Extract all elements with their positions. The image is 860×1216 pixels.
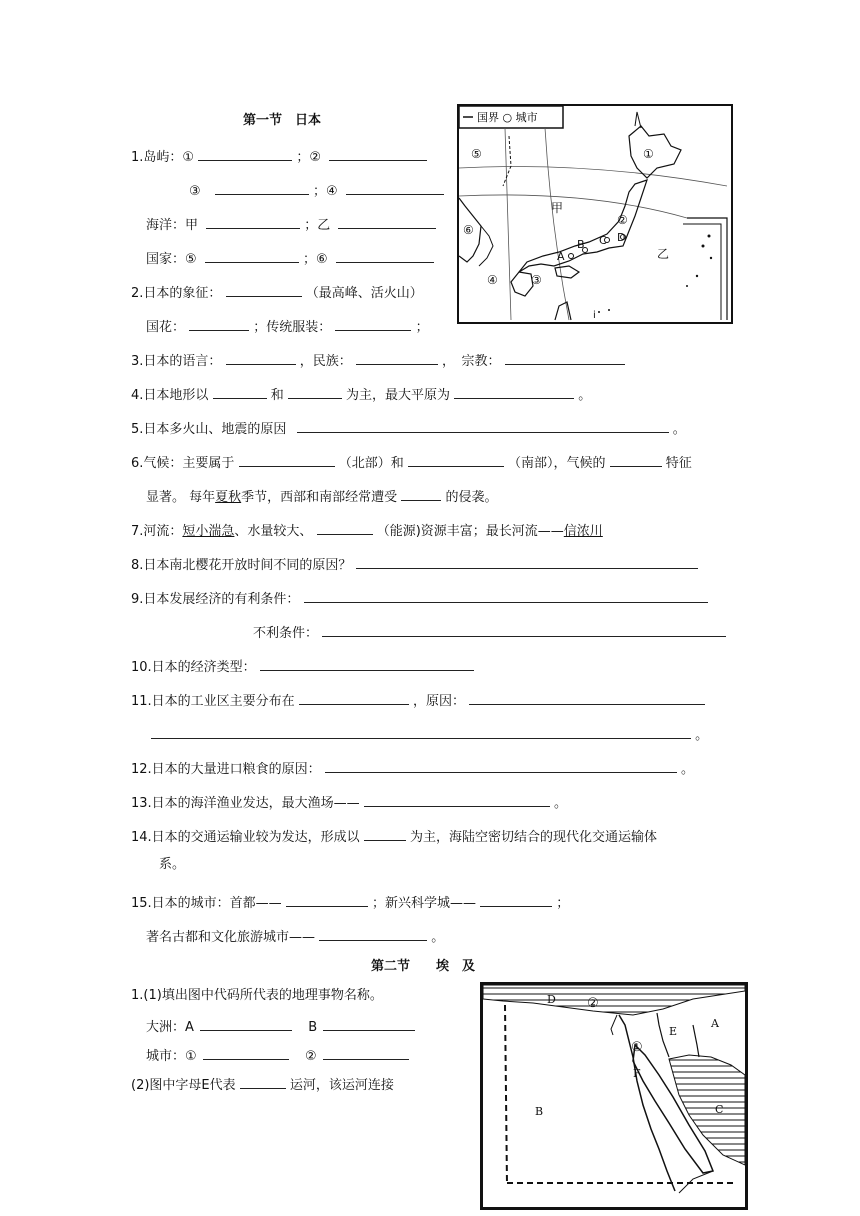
blank-city-1[interactable] (203, 1046, 289, 1060)
q4-d: 。 (578, 388, 592, 403)
q15-cities (131, 893, 569, 912)
q4-terrain (131, 385, 591, 404)
q1-sep2: ；② (296, 150, 321, 165)
egypt-map-drawing (483, 985, 745, 1207)
q5-a: 5.日本多火山、地震的原因 (131, 422, 287, 437)
blank-terrain-2[interactable] (288, 385, 342, 399)
map2-label-C: C (715, 1103, 724, 1116)
q15-c: ； (556, 896, 570, 911)
q6-l2a: 显著。 每年 (146, 490, 216, 505)
q7-feature: 短小湍急 (182, 524, 235, 539)
q5-volcano (131, 419, 686, 438)
blank-language[interactable] (226, 351, 296, 365)
q9-b: 不利条件： (253, 626, 319, 641)
map1-label-3: ③ (531, 273, 542, 287)
q6-c: （南部），气候的 (507, 456, 606, 471)
q6-d: 特征 (665, 456, 692, 471)
blank-industry-reason-cont[interactable] (151, 725, 691, 739)
s2-city-b: ② (304, 1049, 317, 1064)
q2-symbol (131, 283, 423, 302)
q15-d: 著名古都和文化旅游城市—— (146, 930, 316, 945)
s2-continents (146, 1017, 415, 1036)
map2-label-F: F (633, 1067, 641, 1080)
q1-country-label: 国家：⑤ (146, 252, 197, 267)
q6-l2c: 季节，西部和南部经常遭受 (241, 490, 398, 505)
q2-flower (146, 317, 429, 336)
q4-a: 4.日本地形以 (131, 388, 209, 403)
blank-transport[interactable] (364, 827, 406, 841)
egypt-map (480, 982, 748, 1210)
s2-q1: 1.(1)填出图中代码所代表的地理事物名称。 (131, 988, 383, 1003)
q3-language (131, 351, 625, 370)
q14-transport (131, 827, 657, 846)
map1-label-6: ⑥ (463, 223, 474, 237)
q14-b: 为主，海陆空密切结合的现代化交通运输体 (409, 830, 657, 845)
q11-industry (131, 691, 705, 710)
q7-rivers (131, 521, 603, 540)
q2-b: （最高峰、活火山） (305, 286, 423, 301)
blank-ancient-city[interactable] (319, 927, 427, 941)
q10-text: 10.日本的经济类型： (131, 660, 256, 675)
q7-c: 、水量较大、 (234, 524, 313, 539)
blank-unfavorable[interactable] (322, 623, 726, 637)
q5-d: 。 (672, 422, 686, 437)
q11-line2 (151, 725, 708, 744)
q11-d: 。 (695, 728, 709, 743)
q4-c: 为主，最大平原为 (345, 388, 450, 403)
section-title-japan: 第一节 日本 (243, 113, 322, 128)
q13-d: 。 (553, 796, 567, 811)
blank-economy-type[interactable] (260, 657, 474, 671)
q2-costume-label: ；传统服装： (253, 320, 332, 335)
blank-plain[interactable] (454, 385, 574, 399)
map1-label-B: B (577, 238, 585, 251)
map2-label-B: B (535, 1105, 544, 1118)
map1-label-2: ② (617, 213, 628, 227)
blank-symbol[interactable] (226, 283, 302, 297)
q2-flower-label: 国花： (146, 320, 186, 335)
q6-climate-line1 (131, 453, 692, 472)
q12-a: 12.日本的大量进口粮食的原因： (131, 762, 321, 777)
q8-sakura (131, 555, 698, 574)
blank-volcano-reason[interactable] (297, 419, 669, 433)
blank-ethnicity[interactable] (356, 351, 438, 365)
q6-b: （北部）和 (338, 456, 404, 471)
blank-disaster[interactable] (401, 487, 441, 501)
q1-countries (146, 249, 434, 268)
q7-a: 7.河流： (131, 524, 183, 539)
map1-label-1: ① (643, 147, 654, 161)
blank-industry-reason[interactable] (469, 691, 705, 705)
map1-label-D: D (617, 231, 626, 244)
blank-science-city[interactable] (480, 893, 552, 907)
q6-a: 6.气候：主要属于 (131, 456, 235, 471)
map1-label-4: ④ (487, 273, 498, 287)
s2-q2-b: 运河，该运河连接 (289, 1078, 394, 1093)
section-title-egypt: 第二节 埃 及 (371, 959, 476, 974)
japan-map-drawing (459, 106, 731, 322)
blank-ocean-jia[interactable] (206, 215, 300, 229)
map2-label-E: E (669, 1025, 678, 1038)
blank-island-4[interactable] (346, 181, 444, 195)
q12-food (131, 759, 694, 778)
q15-e: 。 (431, 930, 445, 945)
blank-canal[interactable] (240, 1075, 286, 1089)
q1-sep6: ；⑥ (302, 252, 328, 267)
blank-ocean-yi[interactable] (338, 215, 436, 229)
blank-terrain-1[interactable] (213, 385, 267, 399)
q7-longest-river: 信浓川 (563, 524, 603, 539)
q15-b: ；新兴科学城—— (371, 896, 476, 911)
s2-q2 (131, 1075, 394, 1094)
s2-continent-b: B (308, 1020, 318, 1035)
blank-climate-north[interactable] (239, 453, 335, 467)
q2-end: ； (415, 320, 429, 335)
q13-a: 13.日本的海洋渔业发达，最大渔场—— (131, 796, 360, 811)
q8-text: 8.日本南北樱花开放时间不同的原因？ (131, 558, 352, 573)
q1-ocean-label: 海洋：甲 (146, 218, 199, 233)
blank-continent-B[interactable] (323, 1017, 415, 1031)
blank-capital[interactable] (286, 893, 368, 907)
blank-city-2[interactable] (323, 1046, 409, 1060)
blank-favorable[interactable] (304, 589, 708, 603)
map1-label-A: A (557, 250, 565, 263)
q6-l2d: 的侵袭。 (445, 490, 498, 505)
map2-label-1: ① (631, 1040, 643, 1055)
q1-sep4: ；④ (312, 184, 338, 199)
blank-island-1[interactable] (198, 147, 292, 161)
q4-b: 和 (270, 388, 284, 403)
q3-a: 3.日本的语言： (131, 354, 222, 369)
q11-a: 11.日本的工业区主要分布在 (131, 694, 295, 709)
blank-climate-south[interactable] (408, 453, 504, 467)
map1-label-yi: 乙 (657, 247, 670, 261)
q9-favorable (131, 589, 708, 608)
blank-fishery[interactable] (364, 793, 550, 807)
map2-label-2: ② (587, 996, 599, 1011)
q10-economy (131, 657, 474, 676)
blank-island-3[interactable] (215, 181, 309, 195)
map1-label-jia: 甲 (551, 201, 564, 215)
map1-legend: 国界 ○ 城市 (477, 111, 538, 124)
map1-label-C: C (599, 234, 607, 247)
s2-q2-a: (2)图中字母E代表 (131, 1078, 236, 1093)
q6-climate-line2 (146, 487, 497, 506)
q1-label: 1.岛屿：① (131, 150, 195, 165)
blank-food-reason[interactable] (325, 759, 677, 773)
q12-d: 。 (680, 762, 694, 777)
q15-ancient-capital (146, 927, 444, 946)
q15-a: 15.日本的城市：首都—— (131, 896, 282, 911)
q1-sepY: ；乙 (304, 218, 331, 233)
map2-label-D: D (547, 993, 556, 1006)
q3-b: ，民族： (299, 354, 352, 369)
blank-religion[interactable] (505, 351, 625, 365)
blank-country-6[interactable] (336, 249, 434, 263)
s2-continent-a: 大洲：A (146, 1020, 194, 1035)
blank-sakura-reason[interactable] (356, 555, 698, 569)
blank-flower[interactable] (189, 317, 249, 331)
blank-energy[interactable] (317, 521, 373, 535)
q1-islands-row2 (189, 181, 444, 200)
blank-costume[interactable] (335, 317, 411, 331)
map1-label-i: i (593, 310, 596, 321)
blank-continent-A[interactable] (200, 1017, 292, 1031)
q11-b: ，原因： (412, 694, 465, 709)
q2-a: 2.日本的象征： (131, 286, 222, 301)
q1-oceans (146, 215, 436, 234)
s2-cities (146, 1046, 409, 1065)
blank-country-5[interactable] (205, 249, 299, 263)
japan-map (457, 104, 733, 324)
q9-a: 9.日本发展经济的有利条件： (131, 592, 300, 607)
q1-c3: ③ (189, 184, 201, 199)
q14-line2: 系。 (159, 857, 186, 872)
q14-a: 14.日本的交通运输业较为发达，形成以 (131, 830, 360, 845)
blank-island-2[interactable] (329, 147, 427, 161)
q9-unfavorable (253, 623, 726, 642)
q6-season: 夏秋 (215, 490, 242, 505)
q3-c: ， 宗教： (441, 354, 501, 369)
q13-fishery (131, 793, 567, 812)
blank-climate-feature[interactable] (610, 453, 662, 467)
q1-islands-row1 (131, 147, 427, 166)
q7-d: （能源)资源丰富；最长河流—— (376, 524, 564, 539)
s2-city-a: 城市：① (146, 1049, 197, 1064)
map1-label-5: ⑤ (471, 147, 482, 161)
blank-industry-location[interactable] (299, 691, 409, 705)
map2-label-A: A (711, 1017, 719, 1030)
